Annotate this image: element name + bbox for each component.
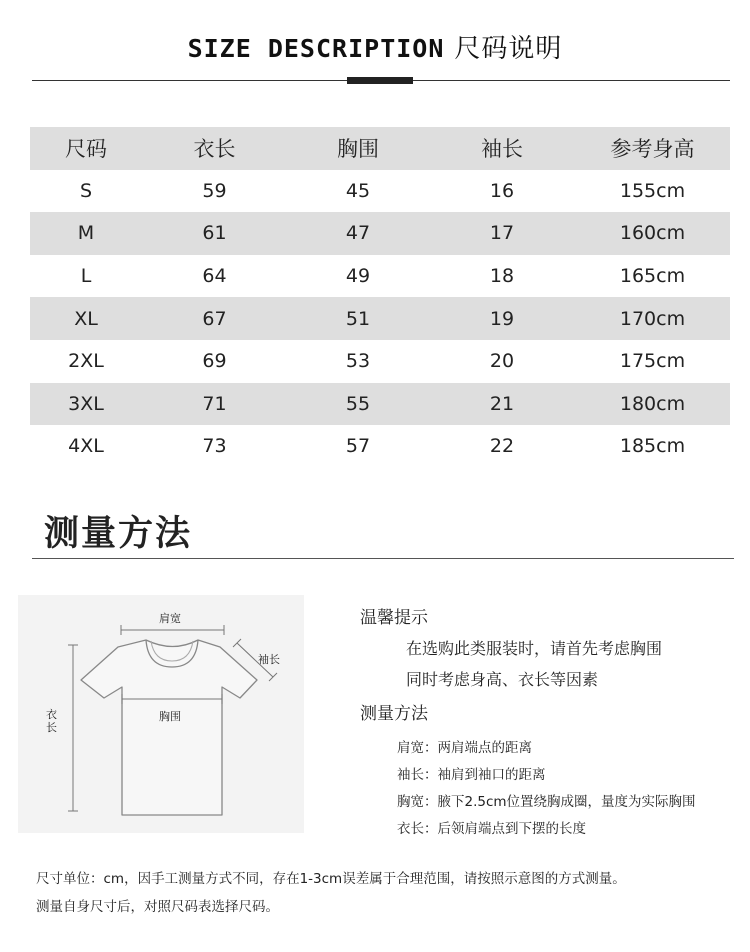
- footer-note: 尺寸单位：cm，因手工测量方式不同，存在1-3cm误差属于合理范围，请按照示意图的方式测量。: [36, 871, 626, 887]
- table-cell: 160cm: [619, 222, 686, 245]
- length-label: 衣长: [46, 708, 57, 734]
- table-cell: 53: [345, 350, 371, 373]
- table-cell: 49: [345, 265, 371, 288]
- method-title: 测量方法: [360, 704, 428, 724]
- table-cell: 45: [345, 179, 371, 202]
- table-cell: 61: [202, 222, 227, 245]
- table-cell: 180cm: [619, 392, 686, 415]
- table-cell: 165cm: [619, 265, 686, 288]
- table-row: [30, 170, 730, 213]
- table-cell: 185cm: [619, 435, 686, 458]
- title-english: SIZE DESCRIPTION: [187, 34, 445, 63]
- table-cell: 20: [489, 350, 515, 373]
- table-cell: 57: [345, 435, 371, 458]
- column-header: 袖长: [481, 137, 523, 162]
- table-cell: L: [80, 265, 92, 288]
- size-table-header: [30, 127, 730, 170]
- table-cell: 3XL: [68, 392, 104, 415]
- table-cell: 64: [202, 265, 227, 288]
- method-line: 胸宽：腋下2.5cm位置绕胸成圈，量度为实际胸围: [397, 794, 696, 810]
- footer-note: 测量自身尺寸后，对照尺码表选择尺码。: [36, 899, 279, 915]
- shoulder-label: 肩宽: [159, 612, 181, 625]
- table-cell: 47: [345, 222, 371, 245]
- method-line: 袖长：袖肩到袖口的距离: [397, 767, 546, 783]
- table-cell: 2XL: [68, 350, 104, 373]
- tshirt-measure-diagram: [18, 595, 304, 833]
- table-cell: 175cm: [619, 350, 686, 373]
- table-cell: 69: [202, 350, 227, 373]
- table-cell: 17: [489, 222, 515, 245]
- tip-line: 在选购此类服装时，请首先考虑胸围: [406, 639, 663, 658]
- table-cell: 59: [202, 179, 227, 202]
- table-row: [30, 255, 730, 298]
- method-line: 衣长：后领肩端点到下摆的长度: [397, 821, 586, 837]
- table-cell: 67: [202, 307, 227, 330]
- size-table: [30, 127, 730, 468]
- table-cell: 4XL: [68, 435, 104, 458]
- table-cell: 16: [489, 179, 515, 202]
- column-header: 尺码: [65, 137, 107, 162]
- table-cell: XL: [74, 307, 98, 330]
- tips-title: 温馨提示: [360, 608, 428, 628]
- table-cell: 22: [489, 435, 515, 458]
- column-header: 参考身高: [610, 137, 695, 162]
- table-cell: 55: [345, 392, 371, 415]
- table-row: [30, 425, 730, 468]
- column-header: 胸围: [337, 137, 379, 162]
- table-cell: 18: [489, 265, 515, 288]
- table-row: [30, 297, 730, 340]
- chest-label: 胸围: [159, 710, 181, 723]
- section-divider: [32, 558, 734, 559]
- table-cell: 71: [202, 392, 227, 415]
- table-row: [30, 383, 730, 426]
- table-cell: 19: [489, 307, 515, 330]
- table-cell: 170cm: [619, 307, 686, 330]
- table-row: [30, 340, 730, 383]
- table-cell: S: [79, 179, 93, 202]
- tip-line: 同时考虑身高、衣长等因素: [406, 670, 599, 689]
- title-chinese: 尺码说明: [454, 34, 563, 64]
- method-line: 肩宽：两肩端点的距离: [397, 740, 532, 756]
- table-cell: 155cm: [619, 179, 686, 202]
- table-cell: M: [77, 222, 95, 245]
- measure-section-title: 测量方法: [44, 514, 193, 554]
- sleeve-label: 袖长: [258, 653, 280, 666]
- page-title: [0, 28, 750, 65]
- title-divider-accent: [347, 77, 413, 84]
- column-header: 衣长: [193, 137, 236, 162]
- table-cell: 51: [345, 307, 371, 330]
- table-cell: 73: [202, 435, 227, 458]
- table-cell: 21: [489, 392, 515, 415]
- table-row: [30, 212, 730, 255]
